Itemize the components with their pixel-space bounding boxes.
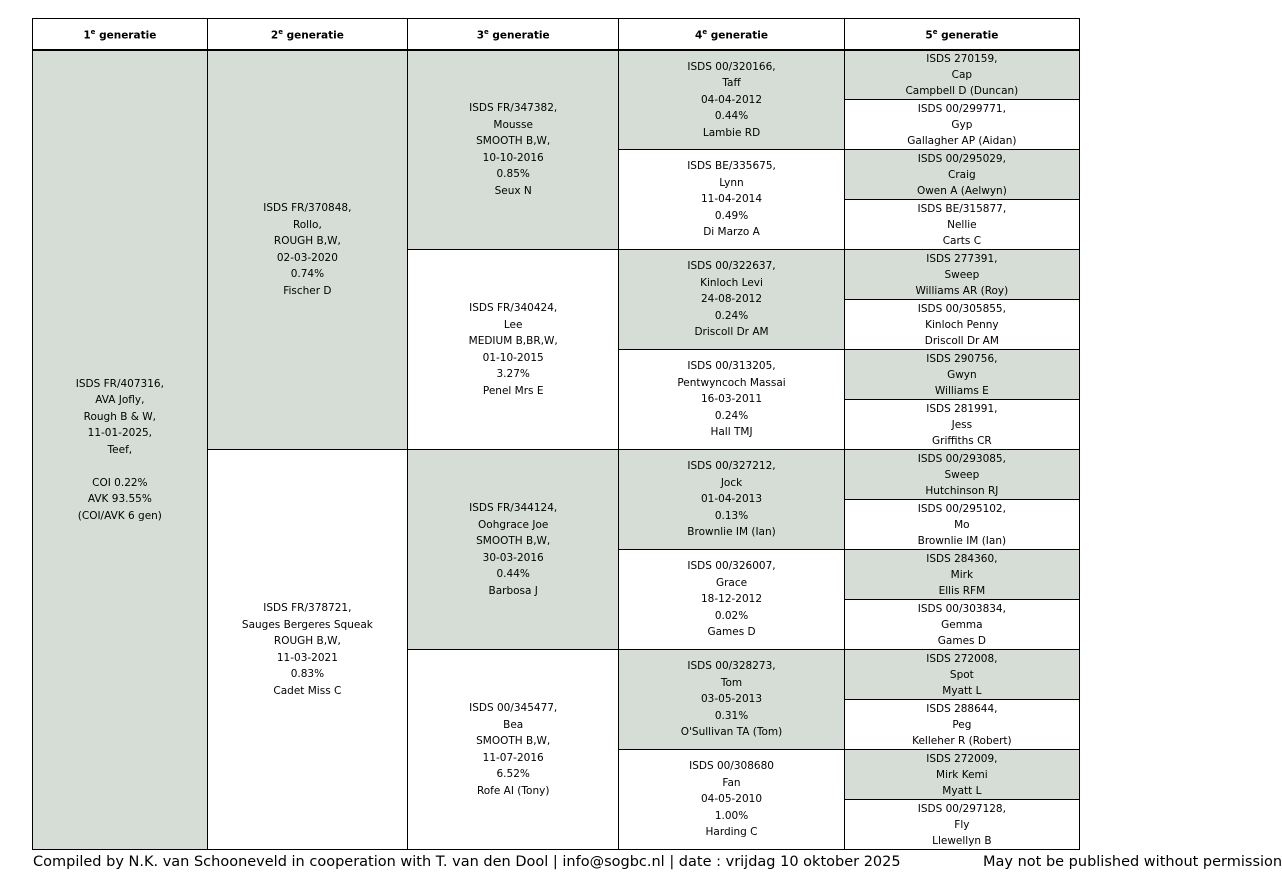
dog-info-line: Gyp [951, 118, 973, 131]
dog-info-line: Penel Mrs E [482, 384, 544, 397]
dog-info-line: 03-05-2013 [701, 693, 763, 706]
footer-copyright-notice: May not be published without permission [983, 854, 1282, 870]
dog-cell-gen4-2 [619, 150, 844, 250]
dog-info-line: Pentwyncoch Massai [677, 376, 786, 389]
dog-cell-gen1-1 [33, 50, 208, 850]
dog-info-line: 0.85% [496, 168, 530, 181]
dog-info-line: Kinloch Penny [925, 318, 999, 331]
dog-info-line: ISDS FR/340424, [469, 302, 558, 314]
dog-info-line: Williams AR (Roy) [915, 284, 1009, 297]
dog-info-line: Barbosa J [488, 584, 538, 597]
dog-info-line: ISDS 00/295102, [917, 502, 1006, 515]
dog-info-line: 0.44% [496, 568, 530, 580]
dog-info-line: ISDS 00/308680 [689, 760, 774, 773]
dog-info-line: ISDS 284360, [926, 552, 998, 565]
dog-info-line: Di Marzo A [703, 226, 760, 239]
dog-info-line: Oohgrace Joe [478, 518, 549, 531]
dog-info-line: SMOOTH B,W, [476, 535, 551, 547]
dog-cell-gen5-8 [844, 400, 1079, 450]
dog-info-line: Teef, [107, 443, 133, 456]
dog-cell-gen5-10 [844, 500, 1079, 550]
dog-info-line: Harding C [705, 826, 758, 839]
pedigree-row [33, 50, 1080, 100]
dog-info-line: Kelleher R (Robert) [912, 734, 1012, 747]
dog-info-line: Driscoll Dr AM [694, 326, 769, 339]
dog-cell-gen3-2 [408, 250, 619, 450]
dog-info-line: 0.49% [714, 209, 749, 222]
dog-info-line: Fischer D [283, 284, 332, 297]
dog-info-line: ISDS 00/345477, [469, 702, 558, 714]
dog-info-line: Carts C [942, 234, 982, 247]
dog-cell-gen5-14 [844, 700, 1079, 750]
dog-info-line: Games D [707, 626, 756, 639]
dog-info-line: ISDS 277391, [926, 252, 998, 265]
dog-info-line: 01-10-2015 [482, 351, 544, 364]
dog-cell-gen3-1 [408, 50, 619, 250]
dog-info-line: ISDS 272008, [926, 652, 998, 665]
pedigree-table [32, 18, 1080, 850]
dog-info-line: Myatt L [942, 784, 982, 797]
dog-info-line: Brownlie IM (Ian) [917, 534, 1007, 547]
dog-info-line: Grace [715, 576, 748, 589]
dog-info-line: Bea [503, 718, 524, 731]
dog-info-line: ISDS BE/315877, [917, 202, 1007, 215]
dog-info-line: ISDS 00/327212, [687, 460, 776, 473]
dog-cell-gen5-2 [844, 100, 1079, 150]
dog-cell-gen5-1 [844, 50, 1079, 100]
footer [33, 851, 1282, 873]
dog-info-line: Nellie [947, 218, 977, 231]
dog-info-line: ISDS 00/313205, [687, 360, 776, 373]
header-gen-5: 5e generatie [844, 19, 1079, 50]
dog-info-line: ISDS 00/299771, [917, 102, 1006, 115]
dog-info-line: Lee [503, 318, 523, 331]
dog-info-line: Williams E [934, 384, 989, 397]
dog-info-line: Campbell D (Duncan) [905, 84, 1019, 97]
dog-info-line: ISDS 00/303834, [917, 602, 1006, 615]
dog-cell-gen4-1 [619, 50, 844, 150]
dog-info-line: Gemma [941, 618, 983, 631]
dog-info-line: 0.83% [290, 668, 325, 680]
dog-cell-gen4-7 [619, 650, 844, 750]
dog-info-line: Rough B & W, [83, 410, 157, 423]
dog-cell-gen2-1 [207, 50, 407, 450]
dog-info-line: Hall TMJ [710, 426, 753, 439]
dog-info-line: Cadet Miss C [273, 684, 342, 697]
dog-cell-gen4-3 [619, 250, 844, 350]
dog-info-line: Hutchinson RJ [925, 484, 999, 497]
dog-info-line: Peg [952, 718, 972, 731]
dog-info-line: 0.44% [714, 110, 749, 122]
dog-info-line: Jock [720, 476, 743, 489]
dog-info-line: SMOOTH B,W, [476, 135, 551, 148]
dog-info-line: 16-03-2011 [701, 393, 763, 406]
dog-info-line: 24-08-2012 [701, 293, 763, 306]
dog-info-line: 0.24% [714, 309, 749, 322]
footer-credits: Compiled by N.K. van Schooneveld in cooperation with T. van den Dool | info@sogbc.nl | date : vrijdag 10 oktober 2025 [33, 854, 901, 870]
dog-info-line: Tom [720, 676, 743, 689]
dog-info-line: 04-05-2010 [701, 793, 763, 806]
dog-info-line: 18-12-2012 [701, 593, 763, 606]
dog-info-line: ROUGH B,W, [273, 635, 341, 647]
dog-info-line: ISDS 00/322637, [687, 260, 776, 273]
dog-cell-gen5-13 [844, 650, 1079, 700]
dog-info-line: ISDS 272009, [926, 752, 998, 765]
dog-info-line: Owen A (Aelwyn) [916, 184, 1007, 197]
dog-info-line: ROUGH B,W, [273, 235, 341, 248]
dog-cell-gen3-4 [408, 650, 619, 850]
dog-info-line: 10-10-2016 [482, 151, 544, 164]
dog-info-line: Sweep [944, 468, 980, 481]
dog-info-line: ISDS FR/344124, [469, 502, 558, 514]
dog-info-line: Jess [951, 418, 973, 431]
dog-info-line: 0.74% [290, 268, 325, 281]
dog-info-line: Mirk Kemi [936, 768, 988, 781]
dog-cell-gen5-4 [844, 200, 1079, 250]
dog-info-line: MEDIUM B,BR,W, [468, 335, 558, 347]
dog-info-line: COI 0.22% [92, 476, 148, 489]
dog-info-line: 3.27% [496, 368, 530, 380]
dog-info-line: Griffiths CR [932, 434, 992, 447]
dog-cell-gen5-12 [844, 600, 1079, 650]
dog-cell-gen2-2 [207, 450, 407, 850]
dog-info-line: ISDS BE/335675, [687, 160, 776, 173]
dog-info-line: ISDS 00/320166, [687, 60, 776, 73]
dog-info-line: Gallagher AP (Aidan) [907, 134, 1017, 147]
dog-info-line: Lynn [719, 176, 744, 189]
dog-info-line [35, 458, 205, 475]
dog-info-line: ISDS FR/347382, [469, 102, 558, 115]
dog-info-line: 0.02% [714, 609, 749, 622]
dog-info-line: Spot [949, 668, 974, 681]
dog-info-line: ISDS FR/370848, [263, 202, 352, 215]
dog-cell-gen4-5 [619, 450, 844, 550]
header-gen-1: 1e generatie [33, 19, 208, 50]
dog-info-line: 02-03-2020 [276, 251, 338, 264]
dog-info-line: 0.13% [714, 509, 749, 522]
dog-info-line: Driscoll Dr AM [924, 334, 999, 347]
dog-cell-gen5-3 [844, 150, 1079, 200]
dog-info-line: ISDS 290756, [926, 352, 998, 365]
dog-cell-gen5-7 [844, 350, 1079, 400]
dog-info-line: Sauges Bergeres Squeak [241, 618, 373, 631]
header-gen-2: 2e generatie [207, 19, 407, 50]
dog-info-line: 6.52% [496, 768, 530, 780]
dog-info-line: ISDS 00/326007, [687, 560, 776, 573]
dog-cell-gen5-6 [844, 300, 1079, 350]
header-row [33, 19, 1080, 50]
dog-info-line: O'Sullivan TA (Tom) [680, 726, 783, 739]
dog-info-line: Kinloch Levi [700, 276, 763, 289]
dog-info-line: Llewellyn B [932, 834, 992, 847]
dog-cell-gen4-4 [619, 350, 844, 450]
dog-info-line: Gwyn [947, 368, 977, 381]
dog-info-line: ISDS 270159, [926, 52, 998, 65]
dog-info-line: Rofe AI (Tony) [476, 784, 550, 797]
dog-info-line: Craig [948, 168, 976, 181]
dog-info-line: ISDS 00/297128, [917, 802, 1006, 815]
dog-info-line: 11-03-2021 [276, 651, 338, 664]
dog-info-line: (COI/AVK 6 gen) [77, 509, 162, 522]
dog-info-line: AVK 93.55% [87, 493, 152, 505]
dog-info-line: 11-01-2025, [87, 427, 153, 439]
dog-info-line: Rollo, [292, 218, 322, 231]
dog-info-line: 04-04-2012 [701, 93, 763, 106]
dog-info-line: Brownlie IM (Ian) [687, 526, 776, 539]
dog-cell-gen5-16 [844, 800, 1079, 850]
dog-info-line: Seux N [494, 184, 532, 197]
dog-cell-gen5-9 [844, 450, 1079, 500]
dog-info-line: Mousse [493, 118, 533, 131]
dog-info-line: 0.31% [714, 709, 749, 722]
dog-info-line: ISDS 00/305855, [917, 302, 1006, 315]
dog-info-line: Lambie RD [702, 126, 761, 139]
dog-cell-gen4-8 [619, 750, 844, 850]
dog-info-line: ISDS 00/293085, [917, 452, 1006, 465]
dog-info-line: AVA Jofly, [95, 394, 145, 406]
dog-info-line: Taff [722, 77, 741, 89]
dog-info-line: Ellis RFM [938, 584, 986, 597]
dog-cell-gen3-3 [408, 450, 619, 650]
dog-info-line: 11-07-2016 [482, 751, 544, 764]
dog-info-line: ISDS 288644, [926, 702, 998, 715]
dog-info-line: ISDS 00/295029, [917, 152, 1006, 165]
dog-cell-gen4-6 [619, 550, 844, 650]
dog-cell-gen5-5 [844, 250, 1079, 300]
dog-info-line: ISDS FR/407316, [75, 377, 164, 390]
dog-info-line: Myatt L [942, 684, 982, 697]
dog-info-line: Fly [954, 818, 970, 831]
dog-info-line: Fan [722, 776, 741, 789]
header-gen-3: 3e generatie [408, 19, 619, 50]
dog-info-line: ISDS 00/328273, [687, 660, 776, 673]
dog-info-line: Mirk [950, 568, 974, 581]
dog-info-line: ISDS FR/378721, [263, 602, 352, 614]
dog-info-line: 0.24% [714, 409, 749, 422]
dog-info-line: SMOOTH B,W, [476, 735, 551, 747]
header-gen-4: 4e generatie [619, 19, 844, 50]
dog-info-line: 30-03-2016 [482, 551, 544, 564]
dog-info-line: 1.00% [714, 809, 749, 822]
dog-cell-gen5-11 [844, 550, 1079, 600]
dog-info-line: Mo [954, 518, 970, 531]
dog-info-line: 11-04-2014 [701, 193, 763, 206]
dog-info-line: Cap [951, 68, 973, 81]
dog-info-line: ISDS 281991, [926, 402, 998, 415]
dog-cell-gen5-15 [844, 750, 1079, 800]
dog-info-line: Games D [937, 634, 986, 647]
dog-info-line: 01-04-2013 [701, 493, 763, 506]
dog-info-line: Sweep [944, 268, 980, 281]
